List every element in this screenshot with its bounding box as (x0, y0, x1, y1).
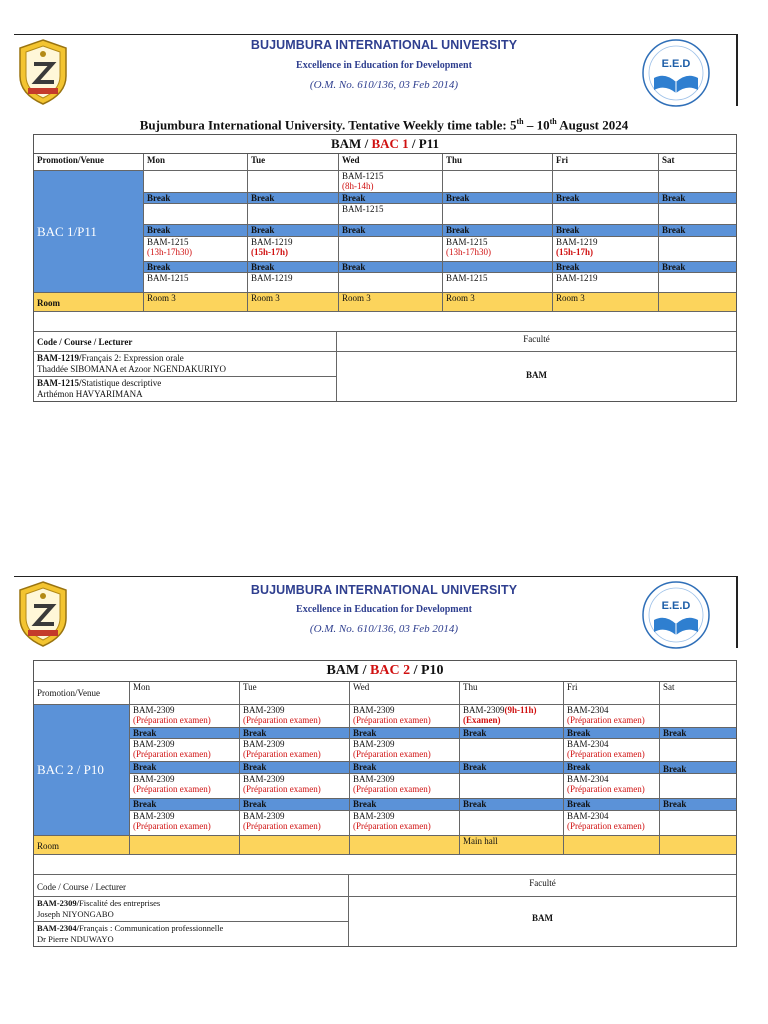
section-title-c: / P10 (410, 663, 444, 678)
break-label: Break (660, 762, 736, 773)
slot-cell (339, 237, 443, 261)
course-code: BAM-2309 (133, 705, 175, 715)
room-value (130, 836, 240, 854)
slot-cell (443, 204, 553, 224)
timetable-bac2 (33, 660, 737, 947)
faculty-value: BAM (532, 913, 553, 923)
course-note: (Préparation examen) (353, 784, 431, 794)
slot-cell (443, 171, 553, 192)
break-label: Break (240, 762, 350, 773)
course-note: (Préparation examen) (133, 715, 211, 725)
break-label: Break (130, 728, 240, 738)
room-label: Room (34, 293, 144, 311)
room-value (660, 836, 736, 854)
lecturer-name: Joseph NIYONGABO (37, 909, 114, 919)
course-code: BAM-2304 (567, 705, 609, 715)
course-note: (Préparation examen) (567, 784, 645, 794)
break-row (130, 762, 736, 774)
course-code: BAM-2309 (243, 774, 285, 784)
slot-row (144, 171, 736, 193)
section-title-b: BAC 1 (371, 136, 409, 151)
promotion-label: BAC 2 / P10 (34, 705, 130, 835)
course-code: BAM-2304 (567, 811, 609, 821)
eed-logo-icon (640, 38, 712, 108)
title-text: Bujumbura International University. Tentative Weekly time table: 5 (139, 117, 517, 133)
title-sup: th (549, 117, 557, 126)
eed-logo-text: E.E.D (661, 58, 691, 70)
slot-cell (564, 705, 660, 727)
break-label: Break (350, 728, 460, 738)
break-label: Break (240, 799, 350, 810)
course-legend-left (34, 332, 337, 401)
slot-cell (460, 739, 564, 761)
course-code: BAM-2309 (133, 739, 175, 749)
course-code: BAM-1215 (147, 237, 189, 247)
day-header-row (34, 154, 736, 171)
schedule-grid (144, 171, 736, 292)
slot-cell (240, 705, 350, 727)
page-header (0, 572, 768, 644)
room-row (34, 835, 736, 855)
course-entry (34, 897, 348, 922)
slot-cell (564, 774, 660, 798)
slot-row (144, 273, 736, 292)
course-entry (34, 352, 336, 377)
break-label: Break (350, 762, 460, 773)
slot-cell (443, 237, 553, 261)
course-legend (34, 875, 736, 946)
course-code: BAM-2309 (353, 774, 395, 784)
header-wed: Wed (350, 682, 460, 704)
slot-cell (553, 171, 659, 192)
break-label: Break (460, 762, 564, 773)
eed-logo-text: E.E.D (661, 600, 691, 612)
slot-cell (144, 171, 248, 192)
slot-cell (240, 811, 350, 835)
slot-cell (339, 273, 443, 292)
course-name: Statistique descriptive (81, 378, 162, 388)
header-thu: Thu (460, 682, 564, 704)
break-label: Break (660, 728, 736, 738)
break-label: Break (144, 262, 248, 272)
slot-cell (339, 171, 443, 192)
header-tue: Tue (248, 154, 339, 170)
timetable-title (0, 117, 768, 133)
slot-cell (659, 204, 736, 224)
slot-row (130, 739, 736, 762)
slot-cell (564, 739, 660, 761)
break-row (144, 225, 736, 237)
course-entry (34, 377, 336, 401)
slot-cell (350, 811, 460, 835)
break-label: Break (460, 799, 564, 810)
slot-row (130, 705, 736, 728)
header-sat: Sat (662, 155, 675, 165)
course-code: BAM-1219 (556, 237, 598, 247)
slot-cell (460, 811, 564, 835)
header-promotion: Promotion/Venue (34, 154, 144, 170)
break-label: Break (339, 225, 443, 236)
header-mon: Mon (144, 154, 248, 170)
break-label: Break (339, 262, 443, 272)
course-entry (34, 922, 348, 946)
code-course-lecturer-heading: Code / Course / Lecturer (34, 875, 348, 897)
slot-row (144, 237, 736, 262)
header-fri: Fri (564, 682, 660, 704)
slot-cell (240, 739, 350, 761)
faculte-heading: Faculté (337, 332, 736, 352)
course-note: (Préparation examen) (133, 821, 211, 831)
spacer-row (34, 855, 736, 875)
course-note: (Préparation examen) (353, 715, 431, 725)
course-code: BAM-1215 (144, 273, 248, 292)
slot-cell (659, 273, 736, 292)
course-code: BAM-2304 (567, 739, 609, 749)
header-thu: Thu (443, 154, 553, 170)
course-code: BAM-2309 (133, 774, 175, 784)
lecturer-name: Arthémon HAVYARIMANA (37, 389, 143, 399)
slot-cell (130, 705, 240, 727)
section-title (34, 135, 736, 154)
slot-cell (460, 774, 564, 798)
slot-cell (130, 811, 240, 835)
course-note: (Préparation examen) (133, 784, 211, 794)
break-label: Break (144, 225, 248, 236)
slot-cell (350, 774, 460, 798)
course-note: (Préparation examen) (243, 784, 321, 794)
course-code: BAM-1215 (342, 204, 384, 214)
eed-logo-icon (640, 580, 712, 650)
break-label: Break (443, 225, 553, 236)
course-code: BAM-1215 (443, 273, 553, 292)
slot-cell (564, 811, 660, 835)
slot-cell (659, 171, 736, 192)
break-row (130, 799, 736, 811)
break-label: Break (130, 799, 240, 810)
course-time: (13h-17h30) (446, 247, 491, 257)
course-code: BAM-2309 (133, 811, 175, 821)
break-label: Break (130, 762, 240, 773)
timetable-bac1 (33, 134, 737, 402)
title-text: August 2024 (556, 117, 629, 133)
course-code: BAM-1215 (342, 171, 384, 181)
slot-cell (350, 739, 460, 761)
break-label: Break (240, 728, 350, 738)
slot-cell (660, 739, 736, 761)
header-tue: Tue (240, 682, 350, 704)
course-name: Français 2: Expression orale (81, 353, 184, 363)
course-code: BAM-1215 (446, 237, 488, 247)
slot-cell (460, 705, 564, 727)
room-value: Room 3 (248, 293, 339, 311)
slot-cell (659, 237, 736, 261)
course-code: BAM-1219 (553, 273, 659, 292)
course-legend-right (349, 875, 736, 946)
header-wed: Wed (339, 154, 443, 170)
university-name: BUJUMBURA INTERNATIONAL UNIVERSITY (250, 583, 518, 597)
header-promotion: Promotion/Venue (34, 682, 130, 704)
course-code: BAM-2309 (243, 705, 285, 715)
break-label: Break (350, 799, 460, 810)
room-value (240, 836, 350, 854)
promotion-label: BAC 1/P11 (34, 171, 144, 292)
title-text: – 10 (523, 117, 550, 133)
course-time: (15h-17h) (556, 247, 594, 257)
course-legend (34, 332, 736, 401)
course-time: (15h-17h) (251, 247, 289, 257)
slot-cell (553, 237, 659, 261)
slot-cell (144, 204, 248, 224)
break-label: Break (460, 728, 564, 738)
break-label: Break (144, 193, 248, 203)
break-label: Break (443, 193, 553, 203)
tagline: Excellence in Education for Development (296, 604, 472, 615)
section-title-c: / P11 (408, 136, 439, 151)
course-code: BAM-1219 (251, 237, 293, 247)
room-row (34, 292, 736, 312)
header-rule (14, 576, 738, 577)
header-rule (14, 34, 738, 35)
break-row (130, 728, 736, 739)
course-code: BAM-2309 (353, 811, 395, 821)
room-value: Main hall (460, 836, 564, 854)
spacer-row (34, 312, 736, 332)
break-label: Break (553, 193, 659, 203)
course-code: BAM-2309 (353, 739, 395, 749)
room-value: Room 3 (339, 293, 443, 311)
page-header (0, 0, 768, 91)
room-value: Room 3 (443, 293, 553, 311)
course-code: BAM-1219/ (37, 353, 82, 363)
slot-cell (660, 705, 736, 727)
break-label: Break (248, 225, 339, 236)
slot-row (144, 204, 736, 225)
break-label: Break (553, 262, 659, 272)
break-label: Break (564, 728, 660, 738)
title-sup: th (516, 117, 524, 126)
break-row (144, 262, 736, 273)
ministerial-order: (O.M. No. 610/136, 03 Feb 2014) (309, 79, 459, 91)
course-code: BAM-2309 (243, 739, 285, 749)
room-value (659, 293, 736, 311)
ministerial-order: (O.M. No. 610/136, 03 Feb 2014) (309, 623, 459, 635)
slot-cell (339, 204, 443, 224)
break-label: Break (553, 225, 659, 236)
slot-cell (240, 774, 350, 798)
course-code: BAM-2309 (353, 705, 395, 715)
course-note: (Préparation examen) (133, 749, 211, 759)
break-label: Break (339, 193, 443, 203)
slot-cell (144, 237, 248, 261)
break-label: Break (659, 225, 736, 236)
break-row (144, 193, 736, 204)
slot-cell (248, 237, 339, 261)
room-value (564, 836, 660, 854)
course-note: (Préparation examen) (353, 821, 431, 831)
header-mon: Mon (130, 682, 240, 704)
course-note: (Préparation examen) (567, 749, 645, 759)
course-note: (Préparation examen) (243, 749, 321, 759)
room-value: Room 3 (144, 293, 248, 311)
break-label: Break (660, 799, 736, 810)
course-code: BAM-1219 (248, 273, 339, 292)
course-code: BAM-1215/ (37, 378, 82, 388)
course-code: BAM-2304 (567, 774, 609, 784)
slot-cell (660, 811, 736, 835)
timetable-page-bac2 (0, 572, 768, 944)
course-code: BAM-2309 (463, 705, 505, 715)
course-time: (13h-17h30) (147, 247, 192, 257)
room-value (350, 836, 460, 854)
header-sat: Sat (663, 682, 675, 692)
tagline: Excellence in Education for Development (296, 60, 472, 71)
lecturer-name: Thaddée SIBOMANA et Azoor NGENDAKURIYO (37, 364, 226, 374)
break-label: Break (659, 262, 736, 272)
header-fri: Fri (553, 154, 659, 170)
course-legend-right (337, 332, 736, 401)
course-note: (Examen) (463, 715, 501, 725)
room-value: Room 3 (553, 293, 659, 311)
room-label: Room (34, 836, 130, 854)
slot-row (130, 811, 736, 835)
code-course-lecturer-heading: Code / Course / Lecturer (34, 332, 336, 352)
faculty-value: BAM (526, 370, 547, 380)
section-title (34, 661, 736, 682)
course-code: BAM-2304/ (37, 923, 80, 933)
course-code: BAM-2309/ (37, 898, 80, 908)
break-label: Break (564, 799, 660, 810)
course-name: Fiscalité des entreprises (79, 898, 161, 908)
course-name: Français : Communication professionnelle (79, 923, 224, 933)
course-note: (Préparation examen) (567, 821, 645, 831)
course-code: BAM-2309 (243, 811, 285, 821)
course-time: (8h-14h) (342, 181, 374, 191)
section-title-b: BAC 2 (370, 663, 411, 678)
schedule-body (34, 171, 736, 292)
section-title-a: BAM / (331, 136, 372, 151)
timetable-page-bac1 (0, 0, 768, 399)
slot-row (130, 774, 736, 799)
slot-cell (350, 705, 460, 727)
course-note: (Préparation examen) (567, 715, 645, 725)
slot-cell (130, 774, 240, 798)
lecturer-name: Dr Pierre NDUWAYO (37, 934, 114, 944)
faculte-heading: Faculté (349, 875, 736, 897)
break-label: Break (564, 762, 660, 773)
course-note: (Préparation examen) (243, 715, 321, 725)
break-label: Break (659, 193, 736, 203)
slot-cell (248, 171, 339, 192)
slot-cell (553, 204, 659, 224)
slot-cell (130, 739, 240, 761)
course-note: (Préparation examen) (243, 821, 321, 831)
course-legend-left (34, 875, 349, 946)
day-header-row (34, 682, 736, 705)
schedule-body (34, 705, 736, 835)
slot-cell (248, 204, 339, 224)
break-label: Break (248, 262, 339, 272)
break-label: Break (248, 193, 339, 203)
slot-cell (660, 774, 736, 798)
schedule-grid (130, 705, 736, 835)
course-note: (Préparation examen) (353, 749, 431, 759)
university-name: BUJUMBURA INTERNATIONAL UNIVERSITY (250, 38, 518, 52)
slot-cell (443, 262, 553, 272)
section-title-a: BAM / (326, 663, 371, 678)
course-time: (9h-11h) (504, 705, 537, 715)
